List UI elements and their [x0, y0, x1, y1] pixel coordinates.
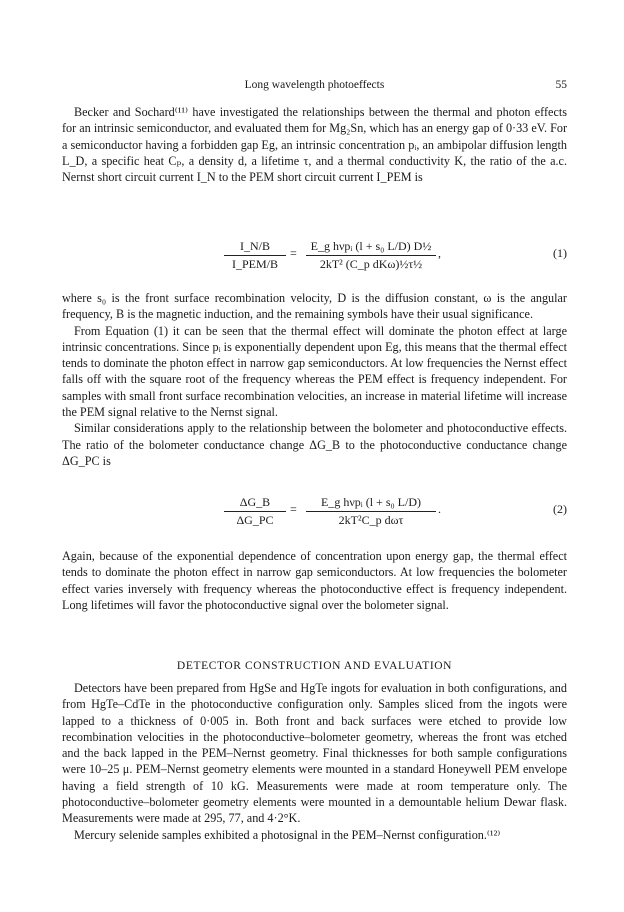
- equation-2: [62, 494, 567, 534]
- paragraph-definitions: where s₀ is the front surface recombination velocity, D is the diffusion constant, ω is the angular frequency, B is the magnetic induction, and the remaining symbols have their usual significance.: [62, 291, 567, 322]
- equation-2-equals: =: [290, 502, 297, 516]
- equation-1-number: (1): [553, 246, 567, 260]
- page-number: 55: [555, 79, 567, 91]
- equation-1-rhs: [306, 238, 436, 273]
- paragraph-thermal-dominance: From Equation (1) it can be seen that the thermal effect will dominate the photon effect at large intrinsic concentrations. Since pᵢ is exponentially dependent upon Eg, this means that the thermal effect tends to dominate the photon effect in narrow gap semiconductors. At low frequencies the Nernst effect falls off with the square root of the frequency whereas the PEM effect is frequency independent. For samples with small front surface recombination velocities, an increase in material lifetime will increase the PEM signal relative to the Nernst signal.: [62, 323, 567, 420]
- equation-1: [62, 238, 567, 278]
- section-heading: DETECTOR CONSTRUCTION AND EVALUATION: [176, 660, 453, 672]
- equation-2-rhs: [306, 494, 436, 529]
- equation-2-fraction: [224, 494, 444, 534]
- paragraph-intro: Becker and Sochard⁽¹¹⁾ have investigated the relationships between the thermal and photon effects for an intrinsic semiconductor, and evaluated them for Mg₂Sn, which has an energy gap of 0·33 eV. For a semiconductor having a forbidden gap Eg, an intrinsic concentration pᵢ, an ambipolar diffusion length L_D, a specific heat Cₚ, a density d, a lifetime τ, and a thermal conductivity K, the ratio of the a.c. Nernst short circuit current I_N to the PEM short circuit current I_PEM is: [62, 105, 567, 185]
- equation-1-lhs-denominator: I_PEM/B: [224, 255, 286, 273]
- paragraph-block-3: [62, 548, 567, 613]
- running-header: [62, 79, 567, 95]
- paragraph-block-2: [62, 290, 567, 469]
- equation-2-lhs-denominator: ΔG_PC: [224, 511, 286, 529]
- equation-1-comma: ,: [438, 246, 441, 260]
- equation-1-fraction: [224, 238, 444, 278]
- paragraph-bolometer-discussion: Again, because of the exponential dependence of concentration upon energy gap, the thermal effect tends to dominate the photon effect in narrow gap semiconductors. At low frequencies the bolometer effect varies inversely with frequency whereas the photoconductive effect is frequency independent. Long lifetimes will favor the photoconductive signal over the bolometer signal.: [62, 549, 567, 612]
- equation-2-lhs-numerator: ΔG_B: [239, 495, 271, 509]
- equation-1-equals: =: [290, 246, 297, 260]
- paragraph-bolometer-intro: Similar considerations apply to the relationship between the bolometer and photoconductive effects. The ratio of the bolometer conductance change ΔG_B to the photoconductive conductance change ΔG_PC is: [62, 421, 567, 468]
- equation-2-rhs-numerator: E_g hνpᵢ (l + s₀ L/D): [321, 495, 421, 509]
- paragraph-block-4: [62, 680, 567, 843]
- equation-1-rhs-numerator: E_g hνpᵢ (l + s₀ L/D) D½: [310, 239, 432, 253]
- running-title: Long wavelength photoeffects: [244, 79, 385, 91]
- equation-2-lhs: [224, 494, 286, 529]
- paragraph-mercury-selenide: Mercury selenide samples exhibited a photosignal in the PEM–Nernst configuration.⁽¹²⁾: [74, 827, 501, 842]
- equation-1-lhs: [224, 238, 286, 273]
- equation-2-period: .: [438, 502, 441, 516]
- equation-1-rhs-denominator: 2kT² (C_p dKω)½τ½: [306, 255, 436, 273]
- paragraph-intro-block: [62, 104, 567, 185]
- equation-1-lhs-numerator: I_N/B: [240, 239, 270, 253]
- paragraph-detector-construction: Detectors have been prepared from HgSe and HgTe ingots for evaluation in both configurations, and from HgTe–CdTe in the photoconductive configuration only. Samples sliced from the ingots were lapped to a thickness of 0·005 in. Both front and back surfaces were etched to provide low recombination velocities in the photoconductive–bolometer geometry, whereas the front was etched and the back lapped in the PEM–Nernst geometry. Final thicknesses for both sample configurations were 10–25 μ. PEM–Nernst geometry elements were mounted in a standard Honeywell PEM envelope having a field strength of 10 kG. Measurements were made at room temperature only. The photoconductive–bolometer geometry elements were mounted in a demountable helium Dewar flask. Measurements were made at 295, 77, and 4·2°K.: [62, 681, 567, 826]
- equation-2-rhs-denominator: 2kT²C_p dωτ: [306, 511, 436, 529]
- equation-2-number: (2): [553, 502, 567, 516]
